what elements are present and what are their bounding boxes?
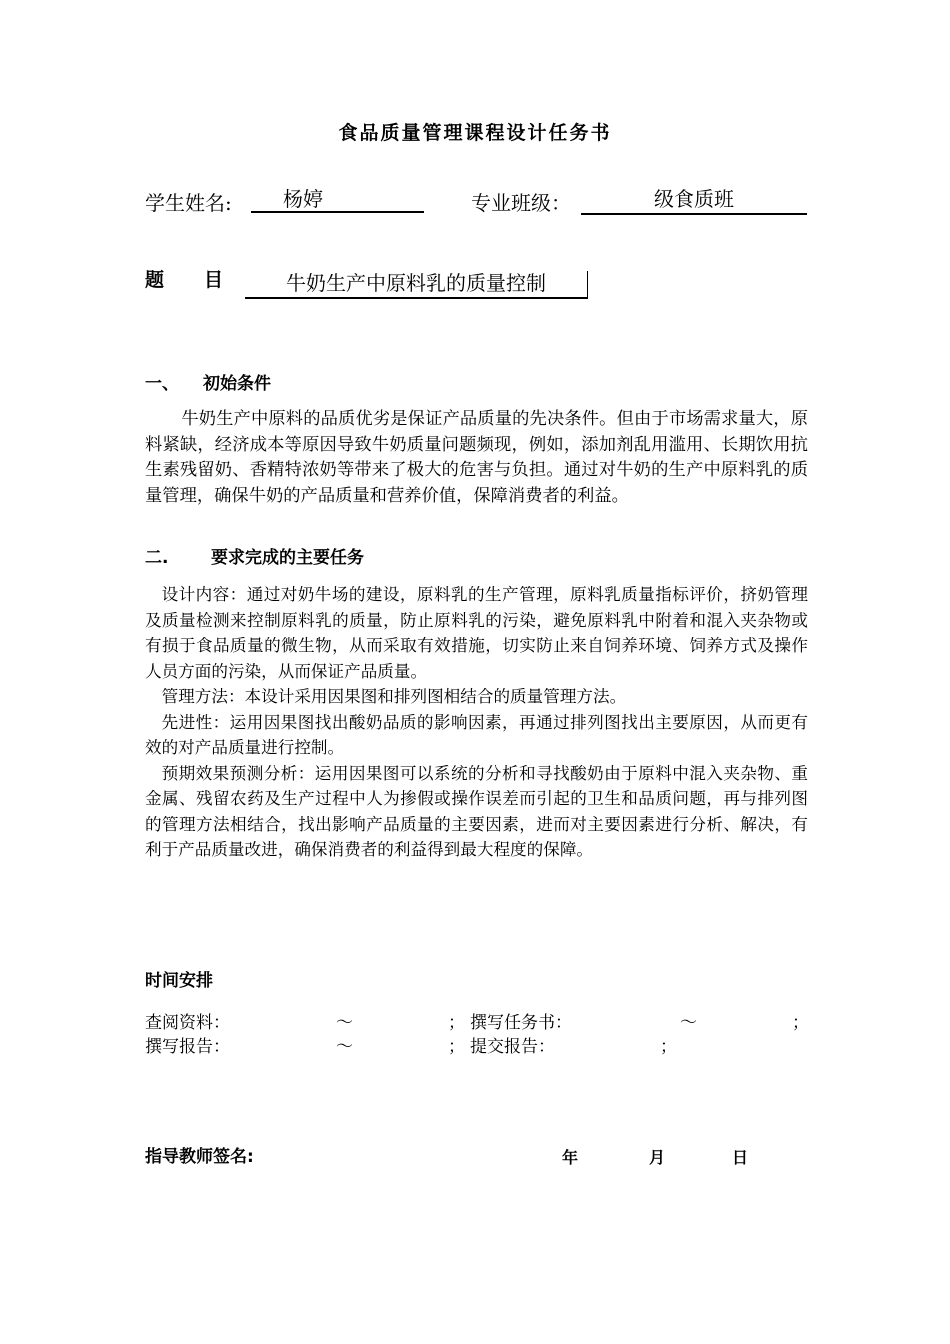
- section1-body: [145, 407, 808, 509]
- schedule-task-semicolon: ；: [792, 1013, 809, 1033]
- section2-body: [145, 582, 808, 863]
- date-year: 年: [562, 1148, 579, 1167]
- schedule-write-tilde: ～: [336, 1037, 353, 1057]
- date-day: 日: [732, 1148, 749, 1167]
- class-field: 级食质班: [581, 187, 807, 215]
- section2-heading: 要求完成的主要任务: [211, 548, 364, 568]
- section2-paragraph: 管理方法：本设计采用因果图和排列图相结合的质量管理方法。: [161, 687, 627, 706]
- schedule-read-tilde: ～: [336, 1013, 353, 1033]
- section2-paragraph: 设计内容：通过对奶牛场的建设，原料乳的生产管理，原料乳质量指标评价，挤奶管理及质量检测来控制原料乳的质量，防止原料乳的污染，避免原料乳中附着和混入夹杂物或有损于食品质量的微生物，从而采取有效措施，切实防止来自饲养环境、饲养方式及操作人员方面的污染，从而保证产品质量。: [145, 585, 808, 681]
- topic-label: 题 目: [145, 269, 224, 291]
- schedule-read-label: 查阅资料：: [145, 1013, 230, 1033]
- section1-heading: 初始条件: [203, 374, 271, 394]
- section2-paragraph: 预期效果预测分析：运用因果图可以系统的分析和寻找酸奶由于原料中混入夹杂物、重金属、残留农药及生产过程中人为掺假或操作误差而引起的卫生和品质问题，再与排列图的管理方法相结合，找出影响产品质量的主要因素，进而对主要因素进行分析、解决，有利于产品质量改进，确保消费者的利益得到最大程度的保障。: [145, 763, 808, 859]
- student-name-field: 杨婷: [251, 187, 424, 213]
- section1-number: 一、: [145, 374, 179, 394]
- schedule-submit-semicolon: ；: [660, 1037, 677, 1057]
- supervisor-signature-label: 指导教师签名:: [145, 1147, 254, 1167]
- schedule-write-label: 撰写报告：: [145, 1037, 230, 1057]
- topic-field: 牛奶生产中原料乳的质量控制: [245, 271, 588, 299]
- class-label: 专业班级：: [471, 191, 571, 215]
- section1-paragraph: 牛奶生产中原料的品质优劣是保证产品质量的先决条件。但由于市场需求量大，原料紧缺，经济成本等原因导致牛奶质量问题频现，例如，添加剂乱用滥用、长期饮用抗生素残留奶、香精特浓奶等带来了极大的危害与负担。通过对牛奶的生产中原料乳的质量管理，确保牛奶的产品质量和营养价值，保障消费者的利益。: [145, 409, 808, 506]
- schedule-heading: 时间安排: [145, 971, 213, 991]
- section2-paragraph: 先进性：运用因果图找出酸奶品质的影响因素，再通过排列图找出主要原因，从而更有效的对产品质量进行控制。: [145, 712, 808, 757]
- schedule-write-semicolon: ；: [448, 1037, 465, 1057]
- schedule-task-tilde: ～: [680, 1013, 697, 1033]
- schedule-submit-label: 提交报告：: [470, 1037, 555, 1057]
- page-title: 食品质量管理课程设计任务书: [338, 122, 612, 144]
- date-month: 月: [649, 1148, 666, 1167]
- schedule-read-semicolon: ；: [448, 1013, 465, 1033]
- student-name-label: 学生姓名:: [145, 191, 232, 215]
- schedule-task-label: 撰写任务书：: [470, 1013, 572, 1033]
- section2-number: 二.: [145, 548, 169, 568]
